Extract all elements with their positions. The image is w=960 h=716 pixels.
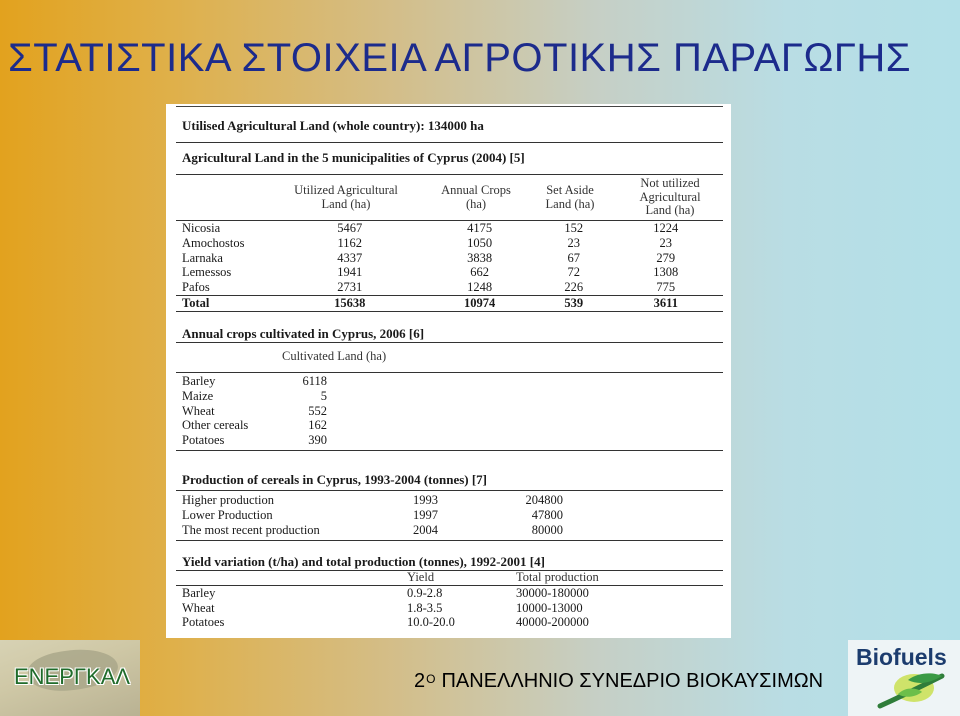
total-utilized: 15638 bbox=[334, 295, 366, 310]
table-row bbox=[176, 389, 476, 404]
table-row bbox=[176, 374, 476, 389]
table-row bbox=[176, 493, 723, 508]
table-row bbox=[176, 586, 723, 601]
production-heading: Production of cereals in Cyprus, 1993-2004 (tonnes) [7] bbox=[182, 472, 488, 487]
header-line: Annual Crops bbox=[441, 183, 511, 197]
header-line: Set Aside bbox=[546, 183, 594, 197]
utilized-value: 1162 bbox=[337, 235, 362, 250]
municipality-name: Lemessos bbox=[182, 265, 232, 280]
spacer bbox=[176, 570, 407, 585]
table-row bbox=[176, 221, 723, 236]
divider bbox=[176, 490, 723, 491]
municipality-name: Pafos bbox=[182, 280, 210, 295]
production-value: 47800 bbox=[531, 507, 563, 522]
set-aside-value: 152 bbox=[564, 221, 584, 235]
crop-name: Other cereals bbox=[182, 418, 249, 433]
cultivated-value: 6118 bbox=[302, 374, 327, 388]
total-annual-crops: 10974 bbox=[464, 295, 496, 310]
table-row bbox=[176, 251, 723, 266]
divider bbox=[176, 540, 723, 541]
production-value: 204800 bbox=[525, 493, 563, 507]
annual-crops-table bbox=[176, 374, 476, 448]
municipality-name: Nicosia bbox=[182, 221, 221, 235]
total-production-value: 30000-180000 bbox=[516, 585, 589, 600]
divider bbox=[176, 342, 723, 343]
annual-crops-value: 1050 bbox=[467, 235, 493, 250]
header-line: Utilized Agricultural bbox=[294, 183, 398, 197]
crop-name: Barley bbox=[182, 585, 216, 600]
slide-title: ΣΤΑΤΙΣΤΙΚΑ ΣΤΟΙΧΕΙΑ ΑΓΡΟΤΙΚΗΣ ΠΑΡΑΓΩΓΗΣ bbox=[8, 36, 911, 80]
set-aside-value: 23 bbox=[567, 235, 580, 250]
annual-crops-heading: Annual crops cultivated in Cyprus, 2006 [6] bbox=[182, 326, 425, 341]
not-utilized-value: 23 bbox=[659, 235, 673, 250]
header-line: (ha) bbox=[465, 196, 487, 211]
municipalities-heading: Agricultural Land in the 5 municipalities of Cyprus (2004) [5] bbox=[182, 150, 525, 165]
total-production-value: 40000-200000 bbox=[516, 615, 589, 630]
production-table bbox=[176, 493, 723, 537]
utilized-value: 2731 bbox=[337, 280, 363, 295]
cultivated-value: 390 bbox=[308, 433, 327, 448]
divider bbox=[176, 106, 723, 107]
not-utilized-value: 1308 bbox=[653, 265, 679, 280]
total-label: Total bbox=[182, 295, 210, 310]
crop-name: Potatoes bbox=[182, 615, 225, 630]
table-row bbox=[176, 404, 476, 419]
cultivated-land-header: Cultivated Land (ha) bbox=[282, 349, 387, 363]
biofuels-logo-text: Biofuels bbox=[856, 644, 947, 670]
utilized-value: 1941 bbox=[337, 265, 363, 280]
yield-heading: Yield variation (t/ha) and total production (tonnes), 1992-2001 [4] bbox=[182, 554, 545, 569]
table-row bbox=[176, 615, 723, 630]
set-aside-value: 72 bbox=[567, 265, 580, 280]
yield-value: 1.8-3.5 bbox=[407, 600, 443, 615]
yield-table bbox=[176, 570, 723, 630]
yield-header: Yield bbox=[407, 570, 435, 584]
municipalities-table-body bbox=[176, 221, 723, 312]
total-production-value: 10000-13000 bbox=[516, 600, 583, 615]
divider bbox=[176, 174, 723, 175]
total-not-utilized: 3611 bbox=[653, 295, 678, 310]
annual-crops-value: 4175 bbox=[467, 221, 493, 235]
statistics-document bbox=[166, 104, 731, 638]
table-row bbox=[176, 236, 723, 251]
column-header-set-aside bbox=[530, 184, 610, 211]
table-row bbox=[176, 433, 476, 448]
utilised-land-heading: Utilised Agricultural Land (whole country): 134000 ha bbox=[182, 118, 484, 133]
column-header-utilized bbox=[276, 184, 416, 211]
divider bbox=[176, 372, 723, 373]
divider bbox=[176, 142, 723, 143]
table-row bbox=[176, 265, 723, 280]
divider bbox=[176, 450, 723, 451]
yield-value: 10.0-20.0 bbox=[407, 615, 455, 630]
annual-crops-value: 662 bbox=[470, 265, 490, 280]
production-year: 1997 bbox=[413, 507, 438, 522]
header-line: Land (ha) bbox=[645, 203, 695, 217]
conference-number: 2 bbox=[414, 670, 426, 692]
municipality-name: Larnaka bbox=[182, 250, 223, 265]
crop-name: Wheat bbox=[182, 600, 215, 615]
annual-crops-value: 1248 bbox=[467, 280, 493, 295]
crop-name: Barley bbox=[182, 374, 216, 388]
yield-header-row bbox=[176, 570, 723, 585]
total-production-header: Total production bbox=[516, 570, 599, 584]
not-utilized-value: 1224 bbox=[653, 221, 679, 235]
production-label: Lower Production bbox=[182, 507, 273, 522]
total-row bbox=[176, 296, 723, 311]
not-utilized-value: 775 bbox=[656, 280, 676, 295]
cultivated-value: 5 bbox=[320, 388, 327, 403]
header-line: Not utilized bbox=[640, 176, 700, 190]
table-row bbox=[176, 601, 723, 616]
yield-value: 0.9-2.8 bbox=[407, 585, 443, 600]
production-label: The most recent production bbox=[182, 522, 320, 537]
column-header-annual-crops bbox=[426, 184, 526, 211]
conference-footer bbox=[414, 669, 823, 693]
table-row bbox=[176, 508, 723, 523]
utilized-value: 5467 bbox=[337, 221, 363, 235]
header-line: Land (ha) bbox=[545, 196, 595, 211]
header-line: Land (ha) bbox=[321, 196, 371, 211]
conference-ordinal: Ο bbox=[426, 672, 436, 686]
table-row bbox=[176, 523, 723, 538]
not-utilized-value: 279 bbox=[656, 250, 676, 265]
column-header-not-utilized bbox=[620, 177, 720, 218]
crop-name: Wheat bbox=[182, 403, 215, 418]
header-line: Agricultural bbox=[639, 189, 701, 204]
annual-crops-value: 3838 bbox=[467, 250, 493, 265]
crop-name: Maize bbox=[182, 388, 214, 403]
set-aside-value: 67 bbox=[567, 250, 580, 265]
production-value: 80000 bbox=[531, 522, 563, 537]
table-row bbox=[176, 280, 723, 295]
crop-name: Potatoes bbox=[182, 433, 225, 448]
utilized-value: 4337 bbox=[337, 250, 363, 265]
cultivated-value: 162 bbox=[308, 418, 327, 433]
energkal-logo: ΕΝΕΡΓΚΑΛ bbox=[14, 664, 131, 689]
leaf-icon bbox=[858, 668, 954, 712]
table-row bbox=[176, 418, 476, 433]
production-label: Higher production bbox=[182, 493, 274, 507]
divider bbox=[176, 311, 723, 312]
conference-title: ΠΑΝΕΛΛΗΝΙΟ ΣΥΝΕΔΡΙΟ ΒΙΟΚΑΥΣΙΜΩΝ bbox=[441, 670, 824, 692]
total-set-aside: 539 bbox=[564, 295, 584, 310]
municipality-name: Amochostos bbox=[182, 235, 245, 250]
cultivated-value: 552 bbox=[308, 403, 327, 418]
set-aside-value: 226 bbox=[564, 280, 584, 295]
production-year: 2004 bbox=[413, 522, 438, 537]
production-year: 1993 bbox=[413, 493, 438, 507]
